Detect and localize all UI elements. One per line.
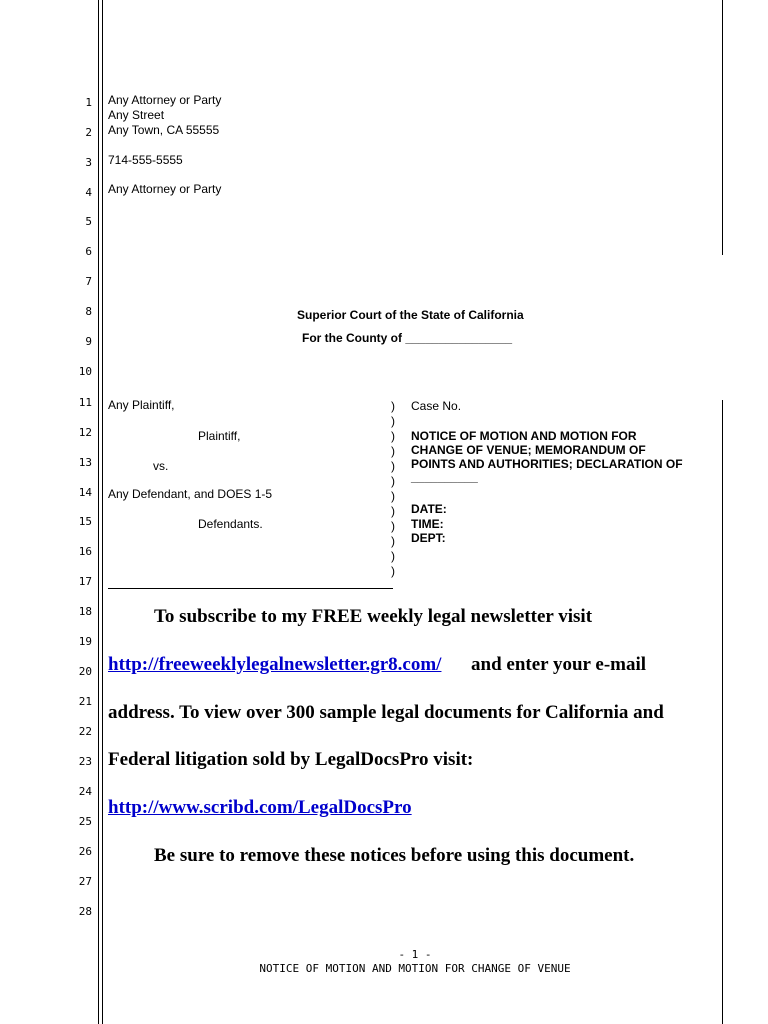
line-number: 9	[85, 335, 92, 348]
scribd-link[interactable]: http://www.scribd.com/LegalDocsPro	[108, 797, 412, 818]
attorney-for: Any Attorney or Party	[108, 182, 222, 196]
versus: vs.	[153, 459, 169, 473]
right-margin-rule-bottom	[722, 400, 723, 1024]
line-number: 20	[78, 665, 92, 678]
line-number: 18	[78, 605, 92, 618]
notice-line-email: and enter your e-mail	[471, 654, 647, 675]
caption-paren: )	[391, 429, 395, 443]
right-margin-rule-top	[722, 0, 723, 255]
caption-paren: )	[391, 399, 395, 413]
line-number: 22	[78, 725, 92, 738]
line-number: 23	[78, 755, 92, 768]
attorney-phone: 714-555-5555	[108, 153, 183, 167]
notice-line-subscribe: To subscribe to my FREE weekly legal newsletter visit	[154, 606, 593, 627]
caption-paren: )	[391, 444, 395, 458]
caption-paren: )	[391, 519, 395, 533]
case-number-label: Case No.	[411, 399, 462, 413]
attorney-street: Any Street	[108, 108, 165, 122]
newsletter-link[interactable]: http://freeweeklylegalnewsletter.gr8.com/	[108, 654, 442, 675]
line-number: 11	[78, 396, 92, 409]
line-number: 17	[78, 575, 92, 588]
line-number: 12	[78, 426, 92, 439]
line-number: 14	[78, 486, 92, 499]
caption-paren: )	[391, 489, 395, 503]
line-number: 1	[85, 96, 92, 109]
caption-underline	[108, 588, 393, 589]
plaintiff-name: Any Plaintiff,	[108, 398, 175, 412]
notice-line-federal: Federal litigation sold by LegalDocsPro visit:	[108, 749, 474, 770]
caption-paren: )	[391, 504, 395, 518]
hearing-date-label: DATE:	[411, 502, 447, 516]
left-margin-rule-inner	[102, 0, 103, 1024]
line-number: 28	[78, 905, 92, 918]
line-number: 3	[85, 156, 92, 169]
line-number: 19	[78, 635, 92, 648]
document-title-line: CHANGE OF VENUE; MEMORANDUM OF	[411, 443, 646, 457]
document-title-line: NOTICE OF MOTION AND MOTION FOR	[411, 429, 637, 443]
caption-paren: )	[391, 534, 395, 548]
hearing-dept-label: DEPT:	[411, 531, 446, 545]
notice-line-remove: Be sure to remove these notices before using this document.	[154, 845, 635, 866]
line-number: 6	[85, 245, 92, 258]
line-number: 16	[78, 545, 92, 558]
attorney-name: Any Attorney or Party	[108, 93, 222, 107]
line-number: 5	[85, 215, 92, 228]
line-number: 7	[85, 275, 92, 288]
defendant-name: Any Defendant, and DOES 1-5	[108, 487, 273, 501]
line-number: 4	[85, 186, 92, 199]
attorney-city-state-zip: Any Town, CA 55555	[108, 123, 220, 137]
plaintiff-role: Plaintiff,	[198, 429, 241, 443]
document-title-line: POINTS AND AUTHORITIES; DECLARATION OF	[411, 457, 683, 471]
line-number: 26	[78, 845, 92, 858]
line-number: 13	[78, 456, 92, 469]
left-margin-rule-outer	[98, 0, 99, 1024]
caption-paren: )	[391, 564, 395, 578]
page-number: - 1 -	[398, 948, 432, 961]
line-number: 21	[78, 695, 92, 708]
line-number: 2	[85, 126, 92, 139]
line-number: 8	[85, 305, 92, 318]
court-name: Superior Court of the State of California	[297, 308, 524, 322]
notice-line-address: address. To view over 300 sample legal documents for California and	[108, 702, 664, 723]
line-number: 24	[78, 785, 92, 798]
line-number: 10	[78, 365, 92, 378]
line-number: 15	[78, 515, 92, 528]
caption-paren: )	[391, 414, 395, 428]
caption-paren: )	[391, 459, 395, 473]
footer-title: NOTICE OF MOTION AND MOTION FOR CHANGE OF VENUE	[259, 962, 571, 975]
defendant-role: Defendants.	[198, 517, 263, 531]
line-number: 27	[78, 875, 92, 888]
document-title-line: __________	[411, 470, 478, 484]
caption-paren: )	[391, 474, 395, 488]
court-county: For the County of ________________	[302, 331, 513, 345]
hearing-time-label: TIME:	[411, 517, 444, 531]
caption-paren: )	[391, 549, 395, 563]
line-number: 25	[78, 815, 92, 828]
